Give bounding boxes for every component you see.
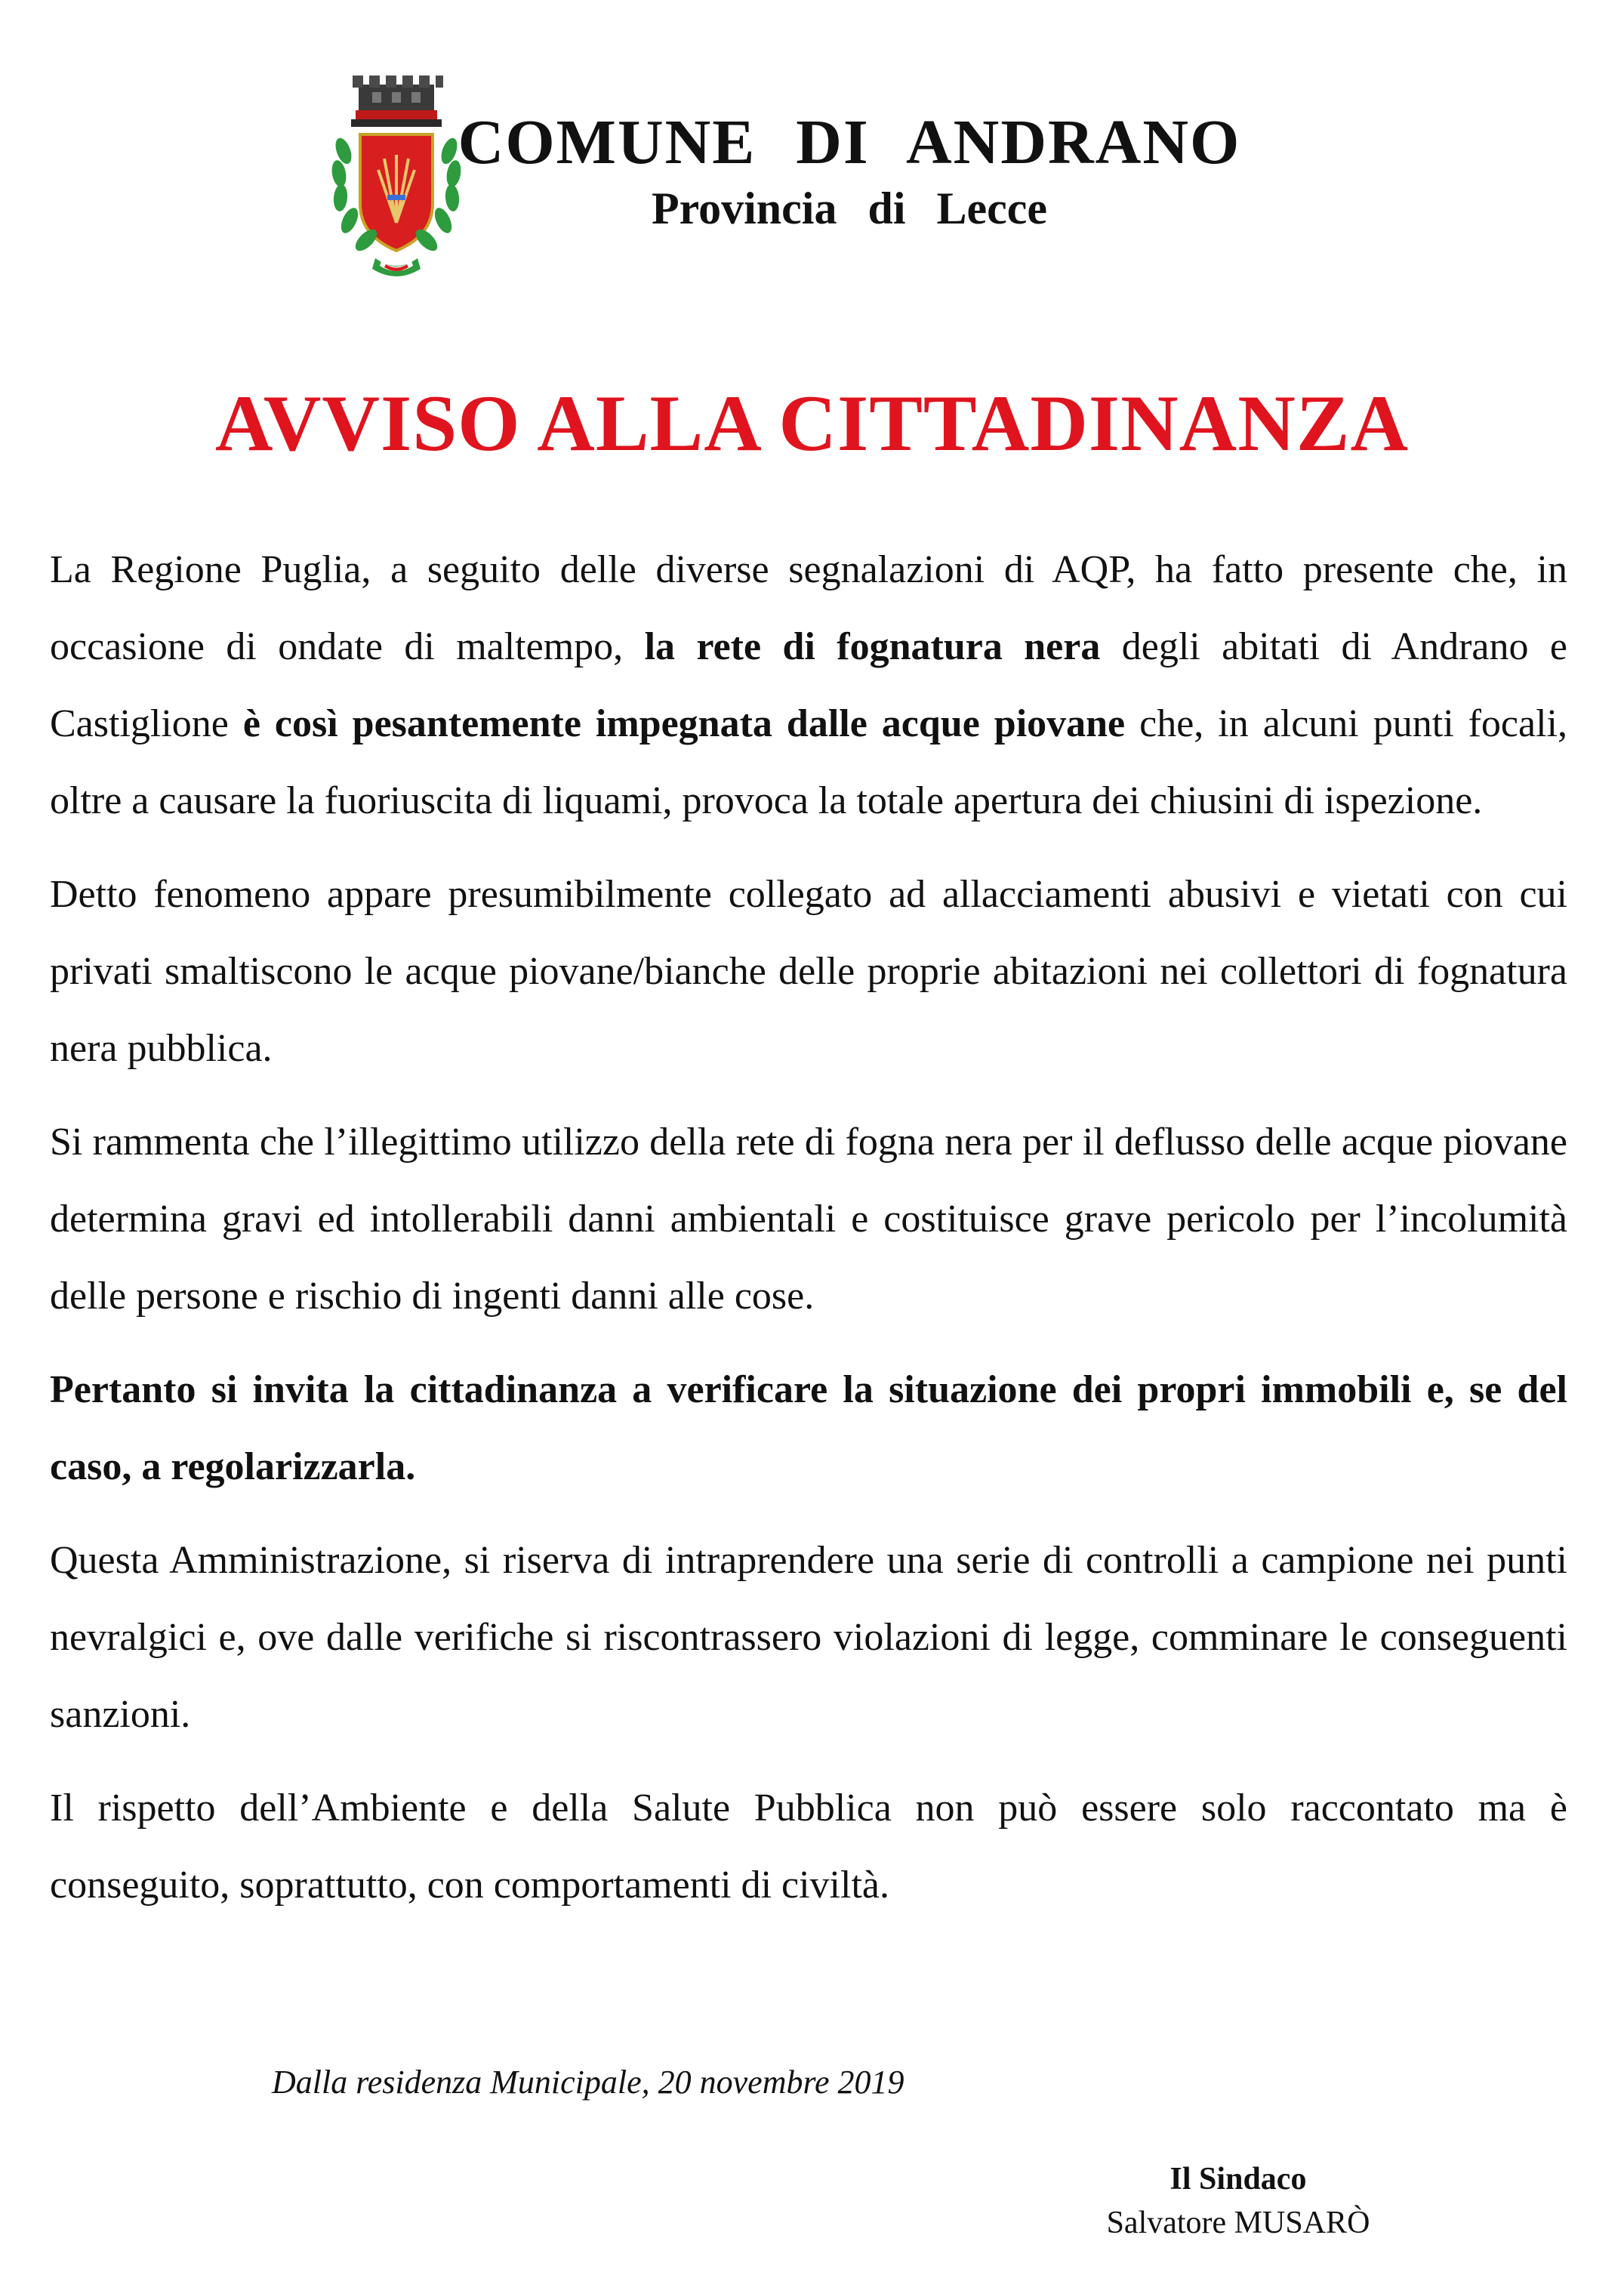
signature-name: Salvatore MUSARÒ [1106,2206,1370,2240]
paragraph-1-bold-2: è così pesantemente impegnata dalle acque piovane [242,702,1126,745]
paragraph-4 [50,1352,1567,1506]
paragraph-1 [50,532,1567,840]
paragraph-1-text-2: degli abitati di Andrano e Castiglione [50,625,1567,745]
signature-role: Il Sindaco [1169,2162,1307,2197]
date-line: Dalla residenza Municipale, 20 novembre 2019 [272,2064,904,2101]
paragraph-4-bold: Pertanto si invita la cittadinanza a verificare la situazione dei propri immobili e, se del caso, a regolarizzarla. [50,1368,1567,1488]
notice-title: AVVISO ALLA CITTADINANZA [214,379,1410,467]
paragraph-1-bold-1: la rete di fognatura nera [644,625,1101,668]
paragraph-6: Il rispetto dell’Ambiente e della Salute Pubblica non può essere solo raccontato ma è conseguito, soprattutto, con comportamenti di civiltà. [50,1787,1567,1907]
paragraph-1-text-1: La Regione Puglia, a seguito delle diverse segnalazioni di AQP, ha fatto presente che, in occasione di ondate di maltempo, [50,548,1567,668]
province-name: Provincia di Lecce [651,183,1048,233]
paragraph-2: Detto fenomeno appare presumibilmente collegato ad allacciamenti abusivi e vietati con cui privati smaltiscono le acque piovane/bianche delle proprie abitazioni nei collettori di fognatura nera pubblica. [50,873,1567,1070]
municipality-name: COMUNE DI ANDRANO [458,107,1241,177]
notice-body [50,532,1567,1941]
paragraph-1-text-3: che, in alcuni punti focali, oltre a causare la fuoriuscita di liquami, provoca la totale apertura dei chiusini di ispezione. [50,702,1567,822]
paragraph-5: Questa Amministrazione, si riserva di intraprendere una serie di controlli a campione nei punti nevralgici e, ove dalle verifiche si riscontrassero violazioni di legge, comminare le conseguenti sanzioni. [50,1539,1567,1736]
paragraph-3: Si rammenta che l’illegittimo utilizzo della rete di fogna nera per il deflusso delle acque piovane determina gravi ed intollerabili danni ambientali e costituisce grave pericolo per l’incolumità delle persone e rischio di ingenti danni alle cose. [50,1121,1567,1318]
